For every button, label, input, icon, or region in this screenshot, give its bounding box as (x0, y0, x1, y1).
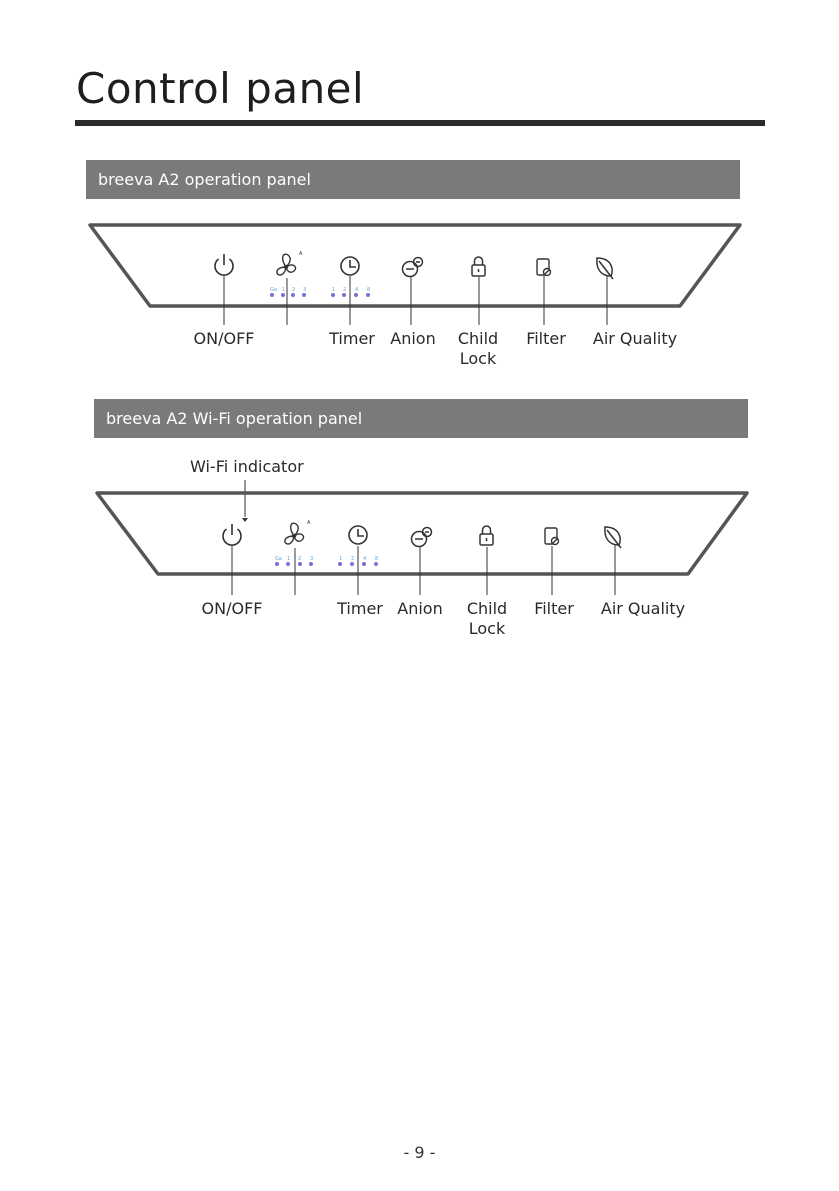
fan-icon (285, 523, 304, 544)
lock-icon (480, 526, 493, 545)
page-number: - 9 - (403, 1143, 436, 1162)
section-header-a2: breeva A2 operation panel (86, 160, 740, 199)
a2-timer-dots (331, 293, 370, 297)
wifi-indicator-icon (242, 518, 248, 522)
label-air-quality: Air Quality (592, 329, 678, 348)
a2-wifi-fan-speed-indicators (275, 556, 313, 562)
a2-wifi-fan-speed-dots (275, 562, 313, 566)
label-anion: Anion (390, 329, 436, 348)
label-timer: Timer (329, 329, 375, 348)
leaf-icon (605, 527, 621, 548)
anion-icon (403, 258, 423, 277)
a2-wifi-timer-indicators (339, 556, 378, 562)
svg-text:1: 1 (282, 287, 286, 293)
svg-text:Ga: Ga (275, 556, 282, 562)
lock-icon (472, 257, 485, 276)
svg-text:8: 8 (367, 287, 371, 293)
a2-wifi-leader-lines (232, 545, 615, 595)
label-timer: Timer (337, 599, 383, 618)
a2-panel-outline (90, 225, 740, 306)
indicator-label: Ga (270, 287, 277, 293)
title-underline (75, 120, 765, 126)
a2-wifi-panel-outline (97, 493, 747, 574)
label-wifi-indicator: Wi-Fi indicator (190, 457, 304, 476)
svg-text:2: 2 (298, 556, 302, 562)
svg-text:2: 2 (343, 287, 347, 293)
label-air-quality: Air Quality (600, 599, 686, 618)
power-icon (223, 524, 241, 545)
label-filter: Filter (534, 599, 574, 618)
fan-icon (277, 254, 296, 275)
svg-text:2: 2 (351, 556, 355, 562)
clock-icon (341, 257, 359, 275)
label-child-lock-line1: Child (457, 329, 499, 348)
clock-icon (349, 526, 367, 544)
anion-icon (412, 528, 432, 547)
label-filter: Filter (526, 329, 566, 348)
a2-fan-speed-indicators (270, 287, 306, 293)
svg-text:4: 4 (355, 287, 359, 293)
svg-text:3: 3 (310, 556, 314, 562)
svg-text:1: 1 (339, 556, 343, 562)
svg-text:2: 2 (292, 287, 296, 293)
svg-text:8: 8 (375, 556, 379, 562)
section-header-a2-wifi: breeva A2 Wi-Fi operation panel (94, 399, 748, 438)
a2-wifi-timer-dots (338, 562, 378, 566)
svg-text:1: 1 (332, 287, 336, 293)
page-title: Control panel (76, 64, 365, 113)
a2-fan-speed-dots (270, 293, 306, 297)
label-child-lock-line2: Lock (459, 349, 497, 368)
label-on-off: ON/OFF (193, 329, 255, 348)
power-icon (215, 254, 233, 275)
a2-leader-lines (224, 275, 607, 325)
fan-superscript-mark: A (307, 520, 311, 526)
fan-superscript-mark: A (299, 251, 303, 257)
label-child-lock-line2: Lock (468, 619, 506, 638)
svg-text:1: 1 (287, 556, 291, 562)
a2-timer-indicators (332, 287, 370, 293)
label-child-lock-line1: Child (466, 599, 508, 618)
filter-icon (537, 259, 551, 276)
leaf-icon (597, 258, 613, 279)
svg-text:4: 4 (363, 556, 367, 562)
label-anion: Anion (397, 599, 443, 618)
filter-icon (545, 528, 559, 545)
svg-text:3: 3 (303, 287, 307, 293)
label-on-off: ON/OFF (201, 599, 263, 618)
